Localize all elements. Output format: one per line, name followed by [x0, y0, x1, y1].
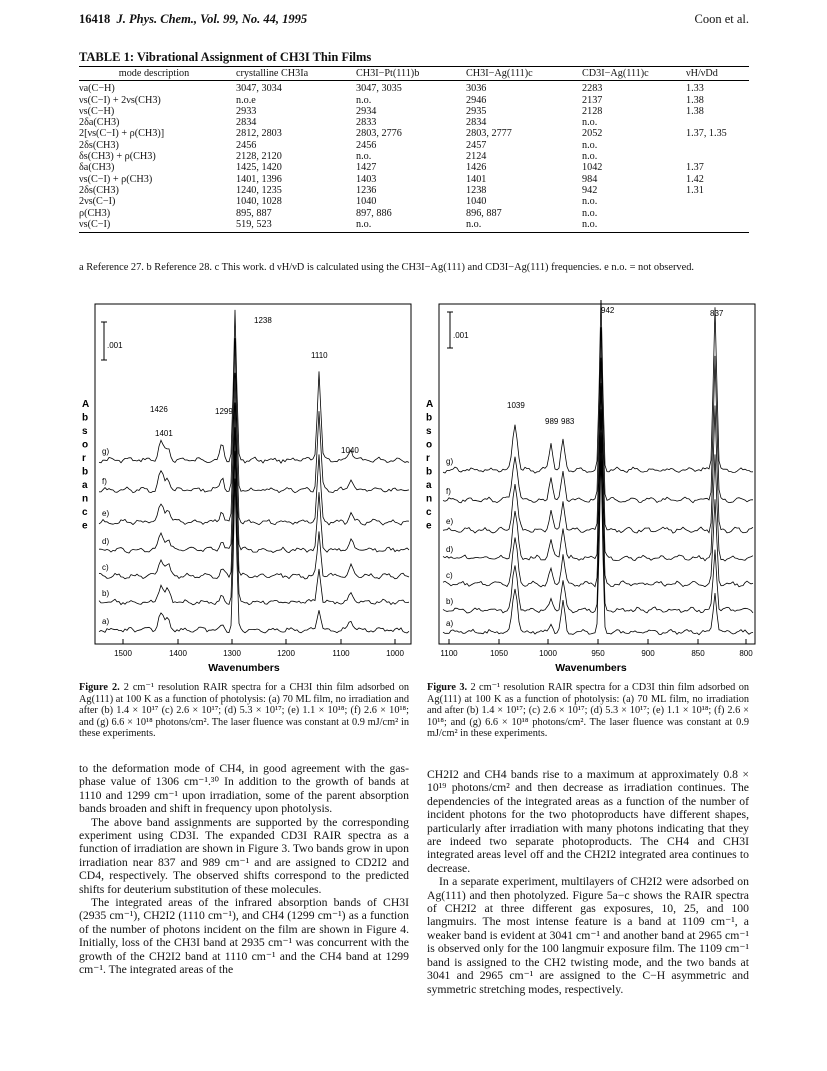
table-header-row — [79, 67, 749, 81]
table-row — [79, 196, 749, 207]
table-cell: n.o. — [582, 219, 686, 233]
figure-2-spectra — [79, 300, 414, 680]
table-cell — [686, 208, 749, 219]
table-cell: 896, 887 — [466, 207, 502, 219]
trace-label: a) — [446, 619, 454, 628]
y-axis-letter: a — [426, 480, 432, 491]
table-cell: n.o. — [582, 139, 598, 151]
table-cell: 897, 886 — [356, 207, 392, 219]
page-number: 16418 — [79, 12, 111, 26]
x-axis-label: Wavenumbers — [555, 662, 627, 674]
table-cell: n.o. — [582, 196, 598, 208]
column-header: crystalline CH3Ia — [231, 67, 356, 81]
y-axis-letter: A — [82, 399, 90, 410]
table-cell: 2128, 2120 — [236, 151, 282, 163]
table-cell: n.o. — [356, 151, 372, 163]
table-cell: 2456 — [236, 139, 257, 151]
table-cell: 1240, 1235 — [236, 184, 282, 196]
trace-label: c) — [446, 571, 453, 580]
table-row — [79, 162, 749, 173]
table-cell: 2137 — [582, 94, 603, 106]
table-cell: 1.38 — [686, 105, 704, 117]
table-cell: 3047, 3035 — [356, 83, 402, 95]
table-row — [79, 106, 749, 117]
table-cell: 1427 — [356, 162, 377, 174]
x-tick-label: 850 — [691, 649, 705, 658]
y-axis-letter: b — [82, 466, 89, 478]
y-axis-letter: o — [426, 439, 433, 451]
table-cell: 1.42 — [686, 173, 704, 185]
x-tick-label: 1000 — [539, 649, 557, 658]
y-axis-letter: c — [82, 507, 88, 518]
y-axis-letter: s — [82, 426, 88, 437]
x-tick-label: 1000 — [386, 649, 404, 658]
y-axis-letter: A — [426, 399, 434, 410]
caption-text: 2 cm⁻¹ resolution RAIR spectra for a CD3I thin film adsorbed on Ag(111) at 100 K as a function of photolysis: (a) 70 ML film, no irradiation and after (b) 1.4 × 10¹⁷; (c) 2.6 × 10¹⁷; (d) 5.3 × 10¹⁷; (e) 1.1 × 10¹⁸; (f) 2.6 × 10¹⁸; and (g) 6.6 × 10¹⁸ photons/cm². The laser fluence was constant at 0.9 mJ/cm² in these experiments. — [427, 682, 750, 740]
y-axis-letter: b — [426, 412, 433, 424]
y-axis-letter: b — [426, 466, 433, 478]
figure-2-frame — [95, 304, 411, 644]
column-header: νH/νDd — [686, 67, 749, 81]
paragraph: CH2I2 and CH4 bands rise to a maximum at approximately 0.8 × 10¹⁹ photons/cm² and then decrease as irradiation continues. The dependencies of the integrated areas as a function of the number of incident photons for the two photoproducts have different shapes, particularly after irradiation with many photons indicating that they are indeed two separate photoproducts. The CH4 and CH3I integrated areas level off and the CH2I2 integrated area continues to decrease. — [427, 768, 749, 875]
spectrum-trace — [99, 373, 409, 525]
trace-label: c) — [102, 563, 109, 572]
table-cell: 984 — [582, 173, 598, 185]
x-tick-label: 1050 — [490, 649, 508, 658]
table-row — [79, 174, 749, 185]
table-row — [79, 185, 749, 196]
table-cell: νs(C−I) + 2νs(CH3) — [79, 94, 161, 106]
x-tick-label: 1100 — [332, 649, 350, 658]
trace-label: g) — [102, 447, 110, 456]
page-header-left — [79, 12, 307, 27]
trace-label: f) — [102, 477, 107, 486]
table-cell: 895, 887 — [236, 207, 272, 219]
table-cell: 2δa(CH3) — [79, 117, 120, 129]
column-header: mode description — [79, 67, 231, 81]
table-cell: 2δs(CH3) — [79, 184, 119, 196]
peak-label: 983 — [561, 417, 575, 426]
table-cell: 1236 — [356, 184, 377, 196]
x-axis-label: Wavenumbers — [208, 662, 280, 674]
table-cell: 1238 — [466, 184, 487, 196]
figure-2-caption — [79, 682, 409, 740]
spectrum-trace — [99, 403, 409, 554]
peak-label: 1426 — [150, 405, 168, 414]
table-cell: n.o. — [356, 94, 372, 106]
table-cell: n.o. — [466, 219, 582, 233]
spectrum-trace — [99, 479, 409, 633]
x-tick-label: 1500 — [114, 649, 132, 658]
y-axis-letter: b — [82, 412, 89, 424]
y-axis-letter: a — [82, 480, 88, 491]
table-row — [79, 151, 749, 162]
table-cell — [686, 140, 749, 151]
table-cell: 1426 — [466, 162, 487, 174]
table-cell: 2946 — [466, 94, 487, 106]
table-cell: 1.37, 1.35 — [686, 128, 727, 140]
x-tick-label: 1200 — [277, 649, 295, 658]
table-cell: 1425, 1420 — [236, 162, 282, 174]
table-cell: 2128 — [582, 105, 603, 117]
page-header-authors: Coon et al. — [694, 12, 749, 26]
caption-text: 2 cm⁻¹ resolution RAIR spectra for a CH3I thin film adsorbed on Ag(111) at 100 K as a function of photolysis: (a) 70 ML film, no irradiation and after (b) 1.4 × 10¹⁷ (c) 2.6 × 10¹⁷; (d) 5.3 × 10¹⁷; (e) 1.1 × 10¹⁸; (f) 2.6 × 10¹⁸; and (g) 6.6 × 10¹⁸ photons/cm². The laser fluence was constant at 0.9 mJ/cm² in these experiments. — [79, 682, 409, 740]
peak-label: 942 — [601, 306, 615, 315]
table-row — [79, 140, 749, 151]
table-cell — [686, 117, 749, 128]
y-axis-letter: r — [426, 453, 430, 464]
spectrum-trace — [99, 310, 409, 463]
table-cell: 1401 — [466, 173, 487, 185]
table-cell: δs(CH3) + ρ(CH3) — [79, 151, 156, 163]
table-cell: 2834 — [236, 117, 257, 129]
trace-label: d) — [102, 537, 110, 546]
table-title: TABLE 1: Vibrational Assignment of CH3I Thin Films — [79, 50, 372, 64]
table-cell: 1.33 — [686, 83, 704, 95]
x-tick-label: 900 — [641, 649, 655, 658]
table-cell: 2803, 2776 — [356, 128, 402, 140]
table-cell: 1403 — [356, 173, 377, 185]
body-column-left — [79, 762, 409, 977]
table-cell: 2934 — [356, 105, 377, 117]
table-cell: 2124 — [466, 151, 487, 163]
table-cell: 2457 — [466, 139, 487, 151]
y-axis-letter: e — [82, 520, 88, 532]
spectrum-trace — [99, 427, 409, 579]
table-row — [79, 95, 749, 106]
table-row — [79, 81, 749, 95]
table-cell: n.o. — [356, 219, 466, 233]
table-cell — [686, 151, 749, 162]
column-header: CH3I−Ag(111)c — [466, 67, 582, 81]
caption-label: Figure 3. — [427, 682, 468, 693]
paragraph: to the deformation mode of CH4, in good agreement with the gas-phase value of 1306 cm⁻¹.³⁰ In addition to the growth of bands at 1110 and 1299 cm⁻¹ upon irradiation, some of the parent absorption bands broaden and shift in frequency upon photolysis. — [79, 762, 409, 816]
x-tick-label: 800 — [739, 649, 753, 658]
y-axis-letter: s — [426, 426, 432, 437]
table-cell: 1040, 1028 — [236, 196, 282, 208]
table-row — [79, 128, 749, 139]
peak-label: 1039 — [507, 401, 525, 410]
caption-label: Figure 2. — [79, 682, 120, 693]
table-cell: n.o. — [582, 207, 598, 219]
table-cell: 2δs(CH3) — [79, 139, 119, 151]
table-cell: 1.38 — [686, 94, 704, 106]
table-cell: 2935 — [466, 105, 487, 117]
y-axis-letter: r — [82, 453, 86, 464]
table-cell: 2833 — [356, 117, 377, 129]
peak-label: 1110 — [311, 351, 328, 360]
table-cell: 942 — [582, 184, 598, 196]
column-header: CD3I−Ag(111)c — [582, 67, 686, 81]
table-cell: 1401, 1396 — [236, 173, 282, 185]
journal-citation: J. Phys. Chem., Vol. 99, No. 44, 1995 — [116, 12, 308, 26]
table-cell: 3036 — [466, 83, 487, 95]
body-column-right — [427, 768, 749, 996]
trace-label: a) — [102, 617, 110, 626]
y-axis-letter: n — [426, 493, 433, 505]
table-cell: 1.31 — [686, 184, 704, 196]
table-row — [79, 117, 749, 128]
table-cell: δa(CH3) — [79, 162, 115, 174]
table-row — [79, 219, 749, 233]
table-cell: 2νs(C−I) — [79, 196, 116, 208]
table-cell: 3047, 3034 — [236, 83, 282, 95]
table-cell: 2456 — [356, 139, 377, 151]
table-cell: n.o. — [582, 117, 598, 129]
table-cell: νs(C−H) — [79, 105, 115, 117]
trace-label: f) — [446, 487, 451, 496]
y-axis-letter: o — [82, 439, 89, 451]
peak-label: 1299 — [215, 407, 233, 416]
table-footnote: a Reference 27. b Reference 28. c This work. d νH/νD is calculated using the CH3I−Ag(111) and CD3I−Ag(111) frequencies. e n.o. = not observed. — [79, 262, 695, 273]
table-cell: νs(C−I) + ρ(CH3) — [79, 173, 153, 185]
peak-label: 989 — [545, 417, 559, 426]
trace-label: d) — [446, 545, 454, 554]
peak-label: 837 — [710, 309, 724, 318]
table-cell — [686, 196, 749, 207]
x-tick-label: 1100 — [440, 649, 458, 658]
paragraph: The above band assignments are supported by the corresponding experiment using CD3I. The expanded CD3I RAIR spectra as a function of irradiation are shown in Figure 3. Two bands grow in upon irradiation near 837 and 989 cm⁻¹ and are assigned to CD2I2 and CD4, respectively. The observed shifts correspond to the predicted shifts for deuterium substitution of these molecules. — [79, 815, 409, 896]
spectrum-trace — [99, 338, 409, 493]
table-cell: n.o. — [582, 151, 598, 163]
table-cell: 519, 523 — [231, 219, 356, 233]
trace-label: g) — [446, 457, 454, 466]
figure-3-caption — [427, 682, 749, 740]
x-tick-label: 1400 — [169, 649, 187, 658]
table-cell: 2803, 2777 — [466, 128, 512, 140]
column-header: CH3I−Pt(111)b — [356, 67, 466, 81]
vibrational-assignment-table — [79, 66, 749, 233]
y-axis-letter: c — [426, 507, 432, 518]
trace-label: e) — [102, 509, 110, 518]
table-cell: 2812, 2803 — [236, 128, 282, 140]
peak-label: 1401 — [155, 429, 173, 438]
figure-3-spectra — [423, 300, 760, 680]
table-cell: 2933 — [236, 105, 257, 117]
scale-label: .001 — [107, 341, 123, 350]
spectrum-trace — [99, 451, 409, 605]
x-tick-label: 950 — [591, 649, 605, 658]
table-row — [79, 208, 749, 219]
peak-label: 1040 — [341, 446, 359, 455]
x-tick-label: 1300 — [223, 649, 241, 658]
paragraph: In a separate experiment, multilayers of CH2I2 were adsorbed on Ag(111) and then photolyzed. Figure 5a−c shows the RAIR spectra of CH2I2 at three different gas exposures, 10, 25, and 100 langmuirs. The most intense feature is a band at 1109 cm⁻¹, a weaker band is evident at 3041 cm⁻¹ and another band at 2965 cm⁻¹ is observed only for the 100 langmuir exposure film. The 1109 cm⁻¹ band is assigned to the CH2 twisting mode, and the two bands at 3041 and 2965 cm⁻¹ are assigned to the C−H asymmetric and symmetric stretching modes, respectively. — [427, 875, 749, 996]
trace-label: b) — [102, 589, 110, 598]
table-cell: 1.37 — [686, 162, 704, 174]
y-axis-letter: n — [82, 493, 89, 505]
table-cell: n.o.e — [236, 94, 256, 106]
table-cell: 1040 — [466, 196, 487, 208]
trace-label: b) — [446, 597, 454, 606]
table-cell: 2834 — [466, 117, 487, 129]
table-cell: 1040 — [356, 196, 377, 208]
table-cell: 2052 — [582, 128, 603, 140]
table-cell: 1042 — [582, 162, 603, 174]
y-axis-letter: e — [426, 520, 432, 532]
table-cell: νs(C−I) — [79, 219, 231, 233]
table-cell: 2283 — [582, 83, 603, 95]
peak-label: 1238 — [254, 316, 272, 325]
table-cell: 2[νs(C−I) + ρ(CH3)] — [79, 128, 165, 140]
table-cell: νa(C−H) — [79, 83, 115, 95]
trace-label: e) — [446, 517, 454, 526]
paragraph: The integrated areas of the infrared absorption bands of CH3I (2935 cm⁻¹), CH2I2 (1110 cm⁻¹), and CH4 (1299 cm⁻¹) as a function of the number of photons incident on the film are shown in Figure 4. Initially, loss of the CH3I band at 2935 cm⁻¹ was concurrent with the growth of the CH2I2 band at 1110 cm⁻¹ and the CH4 band at 1299 cm⁻¹. The integrated areas of the — [79, 896, 409, 977]
table-cell: ρ(CH3) — [79, 207, 111, 219]
table-cell — [686, 219, 749, 233]
scale-label: .001 — [453, 331, 469, 340]
